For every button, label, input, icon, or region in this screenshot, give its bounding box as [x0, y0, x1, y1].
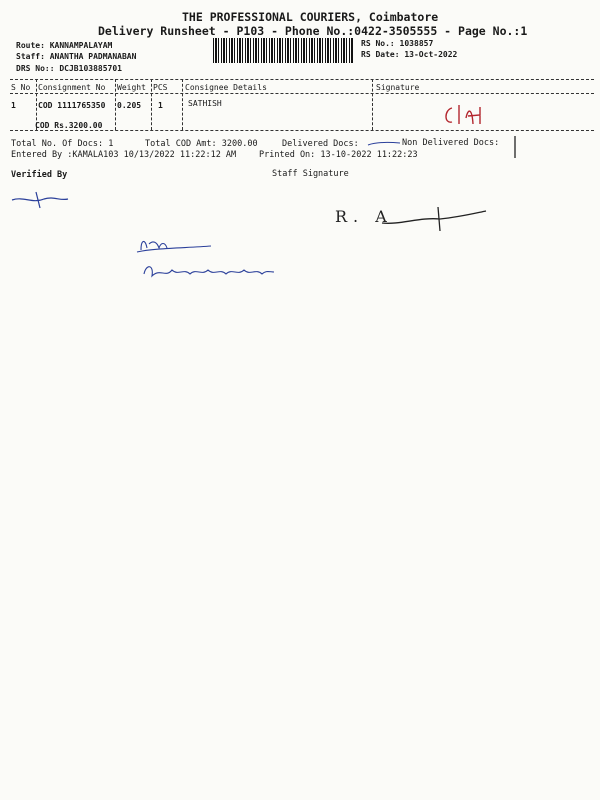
delivered-dash-mark	[366, 140, 402, 148]
rs-date-label: RS Date:	[361, 50, 400, 59]
col-header-signature: Signature	[376, 83, 420, 92]
staff-signature-initials: R. A	[335, 207, 393, 226]
rs-no-line	[361, 39, 433, 48]
verifier-signature	[10, 190, 70, 210]
col-header-sno: S No	[11, 83, 31, 92]
document-subtitle: Delivery Runsheet - P103 - Phone No.:0422-3505555 - Page No.:1	[98, 24, 528, 38]
row-weight: 0.205	[117, 101, 142, 110]
delivered-docs: Delivered Docs:	[282, 139, 359, 149]
staff-label: Staff:	[16, 52, 45, 61]
col-divider	[372, 79, 373, 130]
staff-line	[16, 52, 136, 61]
staff-signature-label: Staff Signature	[272, 169, 349, 179]
col-header-consignee: Consignee Details	[185, 83, 267, 92]
col-header-consignment: Consignment No	[38, 83, 106, 92]
col-divider	[115, 79, 116, 130]
non-delivered-tick-mark	[510, 134, 520, 162]
drs-label: DRS No::	[16, 64, 55, 73]
handwritten-note-1	[135, 234, 215, 254]
rs-no-label: RS No.:	[361, 39, 395, 48]
table-bottom-rule	[10, 130, 594, 131]
rs-no-value: 1038857	[399, 39, 434, 48]
route-line	[16, 41, 112, 50]
barcode-image	[213, 38, 353, 63]
entered-by: Entered By :KAMALA103 10/13/2022 11:22:12 AM	[11, 150, 237, 160]
col-divider	[182, 79, 183, 130]
staff-signature-scrawl	[380, 205, 490, 235]
recipient-signature	[440, 100, 500, 130]
total-docs: Total No. Of Docs: 1	[11, 139, 114, 149]
total-cod: Total COD Amt: 3200.00	[145, 139, 258, 149]
handwritten-note-2	[140, 260, 280, 282]
col-divider	[151, 79, 152, 130]
row-sno: 1	[11, 101, 16, 110]
non-delivered-docs: Non Delivered Docs:	[402, 138, 500, 148]
route-value: KANNAMPALAYAM	[49, 41, 113, 50]
table-header-rule	[10, 93, 594, 94]
route-label: Route:	[16, 41, 45, 50]
row-pcs: 1	[158, 101, 163, 110]
rs-date-value: 13-Oct-2022	[404, 50, 458, 59]
staff-value: ANANTHA PADMANABAN	[49, 52, 137, 61]
col-header-weight: Weight	[117, 83, 146, 92]
row-consignment: COD 1111765350	[38, 101, 106, 110]
rs-date-line	[361, 50, 457, 59]
drs-value: DCJB103885701	[59, 64, 122, 73]
table-top-rule	[10, 79, 594, 80]
row-cod-amount: COD Rs.3200.00	[35, 121, 103, 130]
drs-line	[16, 64, 122, 73]
col-header-pcs: PCS	[153, 83, 168, 92]
printed-on: Printed On: 13-10-2022 11:22:23	[259, 150, 418, 160]
row-consignee: SATHISH	[188, 99, 222, 108]
verified-by-label: Verified By	[11, 170, 68, 180]
document-title: THE PROFESSIONAL COURIERS, Coimbatore	[182, 10, 439, 24]
